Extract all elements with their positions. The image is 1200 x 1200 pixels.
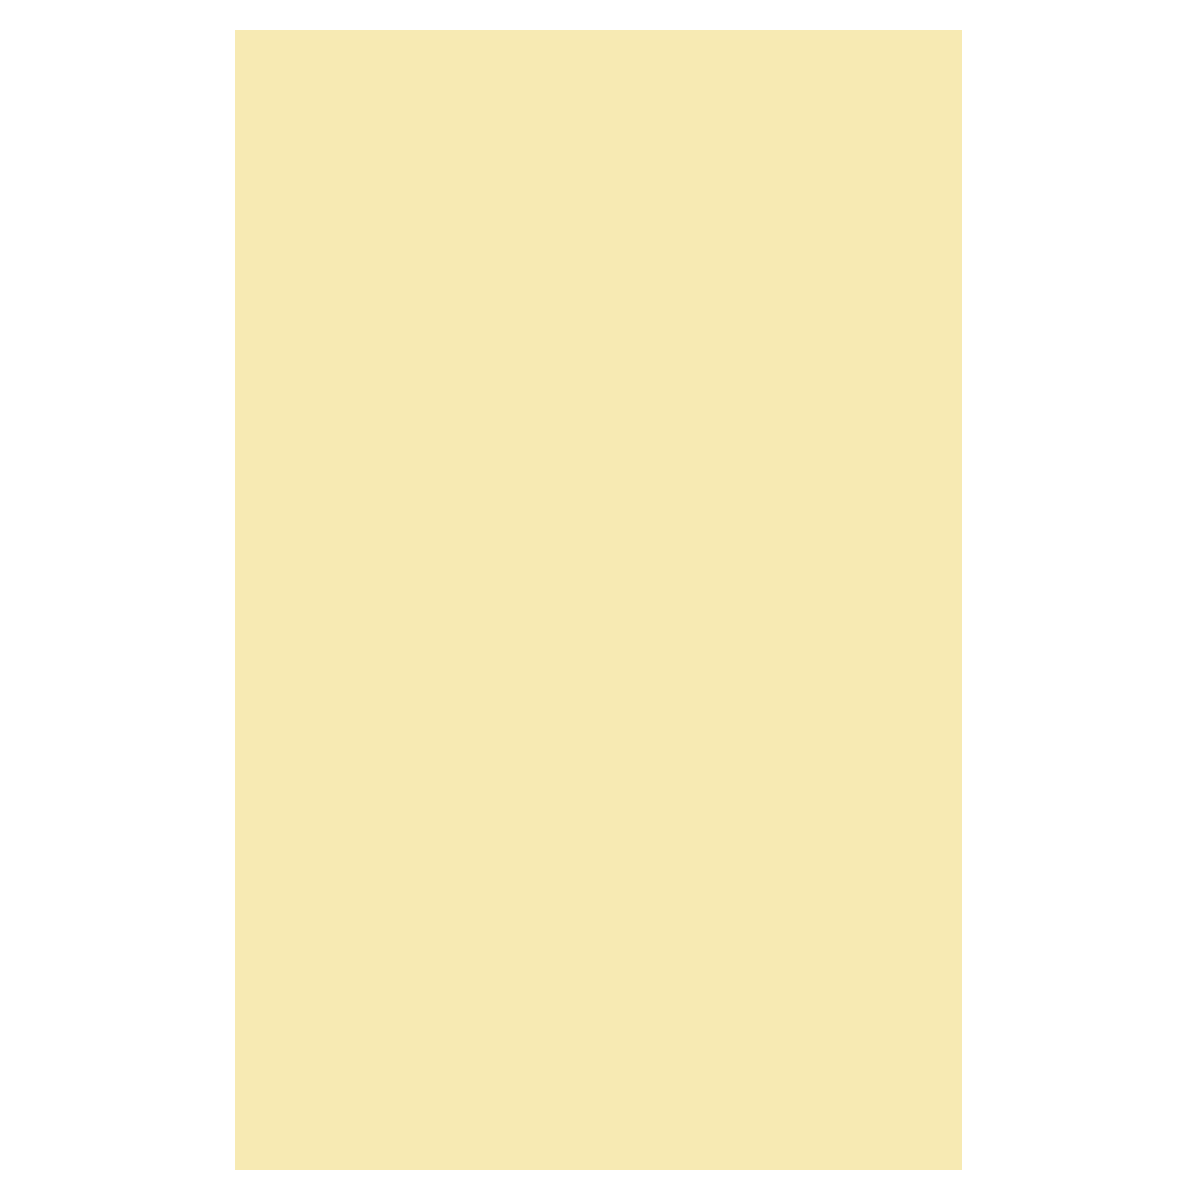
book-page (235, 30, 962, 1170)
